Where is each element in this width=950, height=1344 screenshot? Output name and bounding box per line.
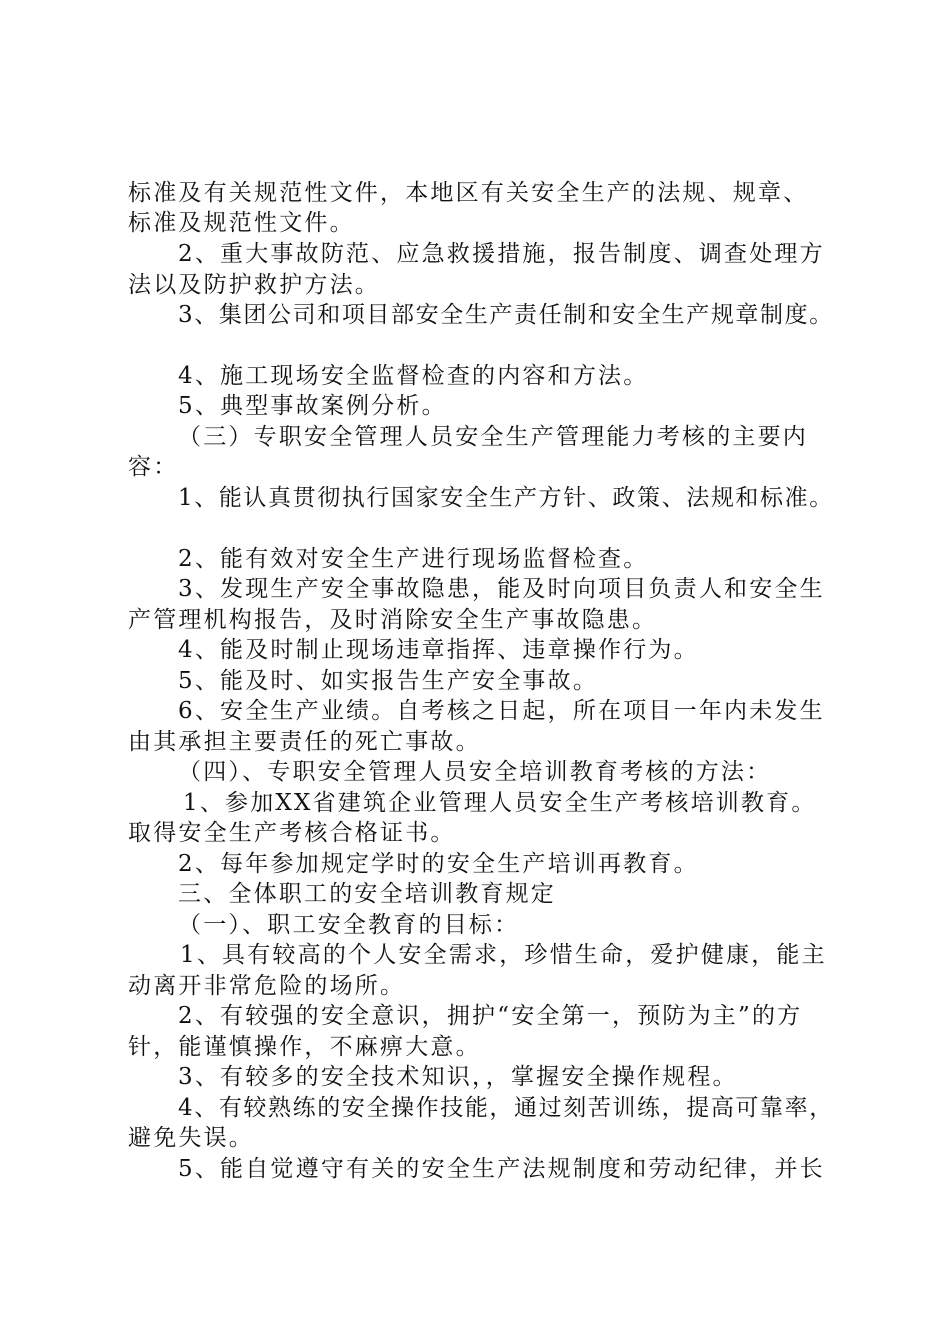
text-line: 6、安全生产业绩。自考核之日起，所在项目一年内未发生	[178, 698, 825, 724]
text-line: 2、重大事故防范、应急救援措施，报告制度、调查处理方	[178, 241, 825, 267]
text-line: 标准及规范性文件。	[128, 210, 355, 236]
text-line: 5、能及时、如实报告生产安全事故。	[178, 668, 599, 694]
text-line: 4、有较熟练的安全操作技能，通过刻苦训练，提高可靠率，	[178, 1095, 834, 1121]
text-line: 4、施工现场安全监督检查的内容和方法。	[178, 363, 649, 389]
text-line: 针，能谨慎操作，不麻痹大意。	[128, 1034, 481, 1060]
text-line: 产管理机构报告，及时消除安全生产事故隐患。	[128, 607, 658, 633]
text-line: 5、典型事故案例分析。	[178, 393, 447, 419]
section-heading: （三）专职安全管理人员安全生产管理能力考核的主要内	[178, 424, 808, 450]
text-line: 3、集团公司和项目部安全生产责任制和安全生产规章制度。	[178, 302, 834, 328]
text-line: 1、能认真贯彻执行国家安全生产方针、政策、法规和标准。	[178, 485, 834, 511]
text-line: 2、能有效对安全生产进行现场监督检查。	[178, 546, 649, 572]
text-line: 2、每年参加规定学时的安全生产培训再教育。	[178, 851, 699, 877]
section-heading: （一）、职工安全教育的目标：	[178, 912, 520, 938]
text-line: 法以及防护救护方法。	[128, 272, 380, 298]
text-line: 由其承担主要责任的死亡事故。	[128, 729, 481, 755]
text-line: 3、发现生产安全事故隐患，能及时向项目负责人和安全生	[178, 576, 825, 602]
section-heading: 三、全体职工的安全培训教育规定	[178, 881, 556, 907]
text-line: 1、参加XX省建筑企业管理人员安全生产考核培训教育。	[183, 790, 817, 816]
text-line: 5、能自觉遵守有关的安全生产法规制度和劳动纪律，并长	[178, 1156, 825, 1182]
text-line: 4、能及时制止现场违章指挥、违章操作行为。	[178, 637, 699, 663]
text-line: 避免失误。	[128, 1125, 254, 1151]
text-line: 取得安全生产考核合格证书。	[128, 820, 456, 846]
text-line: 动离开非常危险的场所。	[128, 973, 406, 999]
section-heading: （四）、专职安全管理人员安全培训教育考核的方法：	[178, 759, 772, 785]
text-line: 标准及有关规范性文件，本地区有关安全生产的法规、规章、	[128, 180, 809, 206]
text-line: 1、具有较高的个人安全需求，珍惜生命，爱护健康，能主	[180, 942, 827, 968]
text-line: 2、有较强的安全意识，拥护“安全第一，预防为主”的方	[178, 1003, 803, 1029]
text-line: 3、有较多的安全技术知识，，掌握安全操作规程。	[178, 1064, 738, 1090]
text-line: 容：	[128, 454, 179, 480]
